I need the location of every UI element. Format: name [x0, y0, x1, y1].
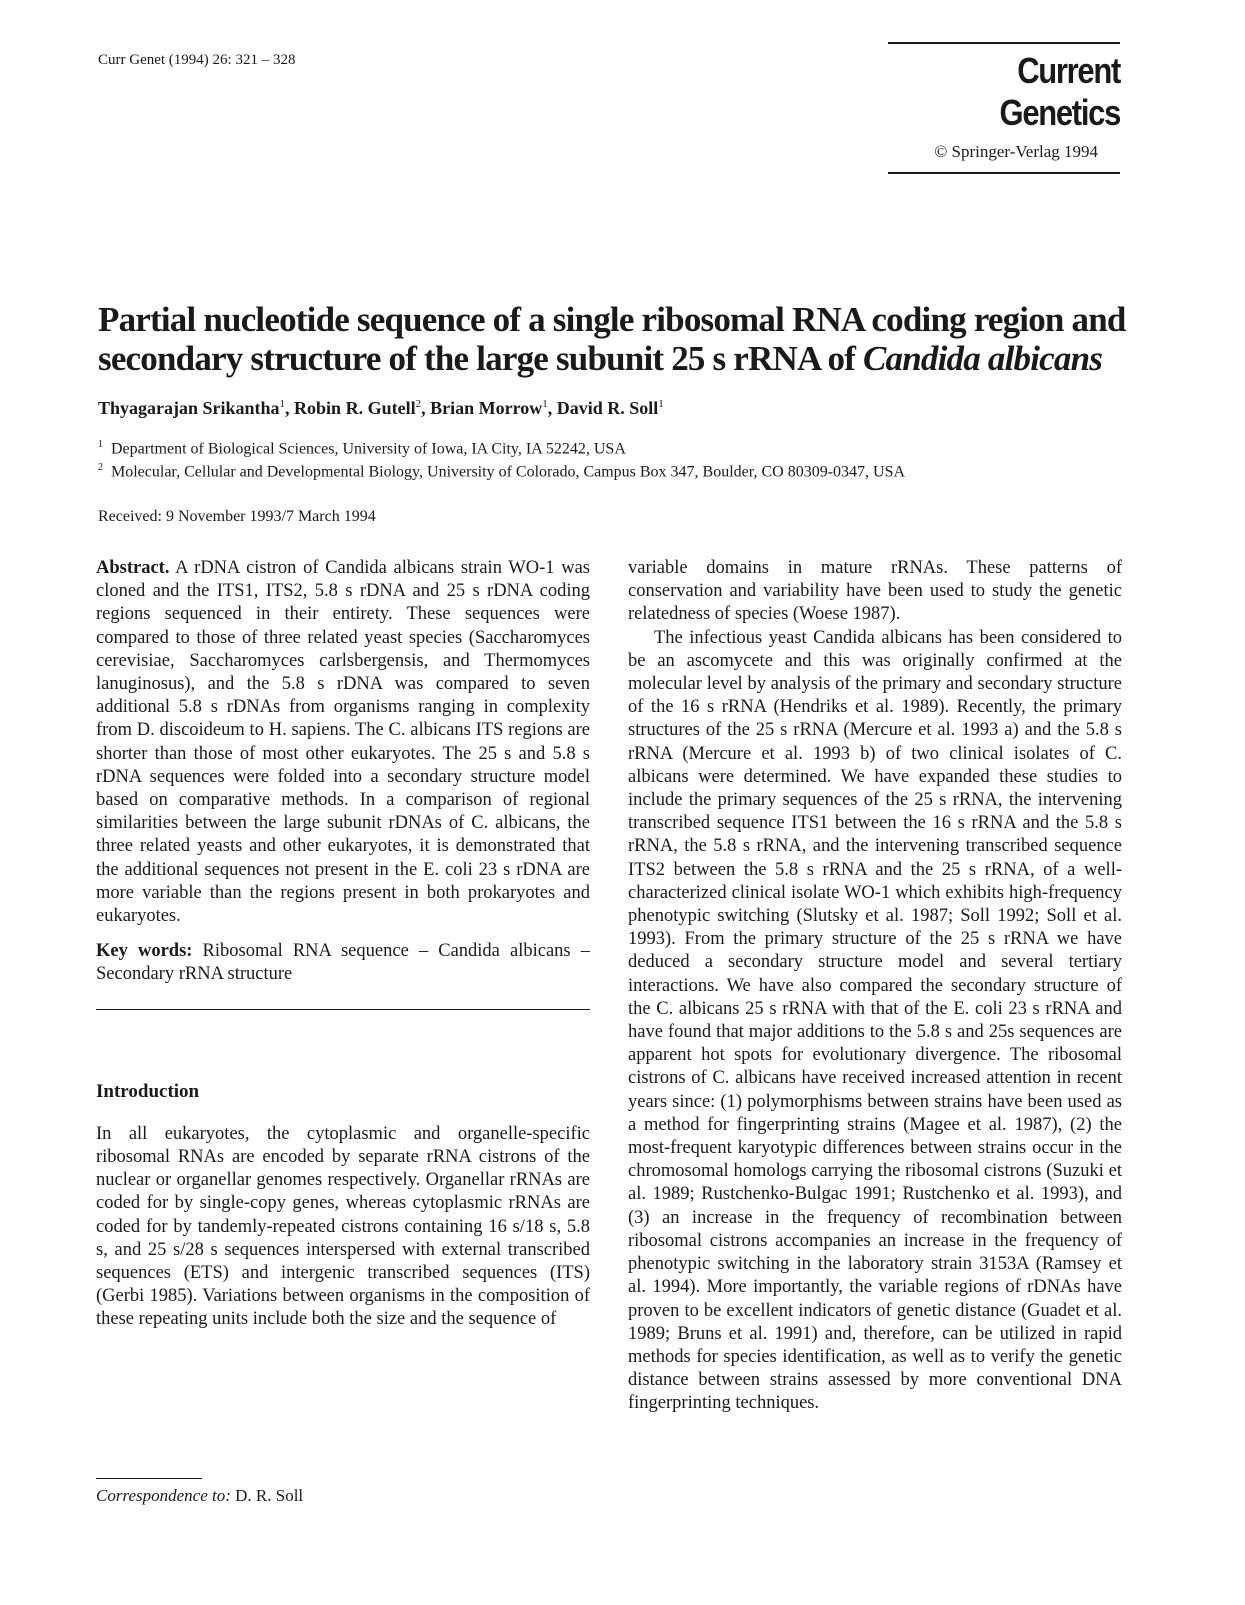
- author-list: Thyagarajan Srikantha$^1$, Robin R. Gutell$^2$, Brian Morrow$^1$, David R. Soll$^1$: [98, 398, 664, 418]
- journal-header: [888, 42, 1120, 174]
- correspondence-label: Correspondence to:: [96, 1486, 231, 1505]
- journal-name: Current Genetics: [999, 50, 1120, 133]
- left-column: [96, 557, 590, 1332]
- copyright-notice: © Springer-Verlag 1994: [934, 142, 1098, 161]
- introduction-paragraph: The infectious yeast Candida albicans has been considered to be an ascomycete and this was originally confirmed at the molecular level by analysis of the primary and secondary structure of the 16 s rRNA (Hendriks et al. 1989). Recently, the primary structures of the 25 s rRNA (Mercure et al. 1993 a) and the 5.8 s rRNA (Mercure et al. 1993 b) of two clinical isolates of C. albicans were determined. We have expanded these studies to include the primary sequences of the 25 s rRNA, the intervening transcribed sequence ITS1 between the 16 s rRNA and the 5.8 s rRNA, the 5.8 s rRNA, and the intervening transcribed sequence ITS2 between the 5.8 s rRNA and the 25 s rRNA, of a well-characterized clinical isolate WO-1 which exhibits high-frequency phenotypic switching (Slutsky et al. 1987; Soll 1992; Soll et al. 1993). From the primary structure of the 25 s rRNA we have deduced a secondary structure model and several tertiary interactions. We have also compared the secondary structure of the C. albicans 25 s rRNA with that of the E. coli 23 s rRNA and have found that major additions to the 5.8 s and 25s sequences are apparent hot spots for evolutionary divergence. The ribosomal cistrons of C. albicans have received increased attention in recent years since: (1) polymorphisms between strains have been used as a method for fingerprinting strains (Magee et al. 1987), (2) the most-frequent karyotypic differences between strains occur in the chromosomal homologs carrying the ribosomal cistrons (Suzuki et al. 1989; Rustchenko-Bulgac 1991; Rustchenko et al. 1993), and (3) an increase in the frequency of recombination between ribosomal cistrons accompanies an increase in the frequency of phenotypic switching in the laboratory strain 3153A (Ramsey et al. 1994). More importantly, the variable regions of rDNAs have proven to be excellent indicators of genetic distance (Guadet et al. 1989; Bruns et al. 1991) and, therefore, can be utilized in rapid methods for species identification, as well as to verify the genetic distance between strains assessed by more conventional DNA fingerprinting techniques.: [628, 627, 1122, 1414]
- author-name: Brian Morrow: [430, 398, 543, 418]
- affiliations: [98, 435, 1128, 482]
- introduction-paragraph: In all eukaryotes, the cytoplasmic and organelle-specific ribosomal RNAs are encoded by separate rRNA cistrons of the nuclear or organellar genomes respectively. Organellar rRNAs are coded for by single-copy genes, whereas cytoplasmic rRNAs are coded for by tandemly-repeated cistrons containing 16 s/18 s, 5.8 s, and 25 s/28 s sequences interspersed with external transcribed sequences (ETS) and intergenic transcribed sequences (ITS) (Gerbi 1985). Variations between organisms in the composition of these repeating units include both the size and the sequence of: [96, 1123, 590, 1330]
- header-rule-top: [888, 42, 1120, 44]
- header-rule-bottom: [888, 172, 1120, 174]
- footnote-rule: [96, 1478, 202, 1479]
- keywords-text: Ribosomal RNA sequence – Candida albicans – Secondary rRNA structure: [96, 941, 590, 985]
- section-heading-introduction: Introduction: [96, 1080, 200, 1102]
- right-column: [628, 557, 1122, 1416]
- author-name: Thyagarajan Srikantha: [98, 398, 280, 418]
- abstract-label: Abstract.: [96, 558, 170, 578]
- abstract: [96, 557, 590, 928]
- title-species: Candida albicans: [863, 339, 1103, 378]
- keywords: [96, 940, 590, 986]
- correspondence-name: D. R. Soll: [230, 1486, 304, 1505]
- author-affiliation-mark: 1: [542, 398, 548, 410]
- author-affiliation-mark: 2: [415, 398, 422, 410]
- affiliation-line: [98, 435, 1128, 458]
- section-divider: [96, 1009, 590, 1010]
- introduction-paragraph-continued: variable domains in mature rRNAs. These patterns of conservation and variability have been used to study the genetic relatedness of species (Woese 1987).: [628, 558, 1122, 625]
- paper-title: [98, 300, 1128, 378]
- journal-citation: Curr Genet (1994) 26: 321 – 328: [98, 52, 296, 68]
- received-date: Received: 9 November 1993/7 March 1994: [98, 507, 376, 525]
- affiliation-text: Molecular, Cellular and Developmental Biology, University of Colorado, Campus Box 347, Boulder, CO 80309-0347, USA: [111, 463, 906, 481]
- affiliation-text: Department of Biological Sciences, University of Iowa, IA City, IA 52242, USA: [111, 440, 626, 458]
- affiliation-number: 1: [98, 439, 103, 450]
- abstract-text: A rDNA cistron of Candida albicans strain WO-1 was cloned and the ITS1, ITS2, 5.8 s rDNA and 25 s rDNA coding regions sequenced in their entirety. These sequences were compared to those of three related yeast species (Saccharomyces cerevisiae, Saccharomyces carlsbergensis, and Thermomyces lanuginosus), and the 5.8 s rDNA was compared to seven additional 5.8 s rDNAs from organisms ranging in complexity from D. discoideum to H. sapiens. The C. albicans ITS regions are shorter than those of most other eukaryotes. The 25 s and 5.8 s rDNA sequences were folded into a secondary structure model based on comparative methods. In a comparison of regional similarities between the large subunit rDNAs of C. albicans, the three related yeasts and other eukaryotes, it is demonstrated that the additional sequences not present in the E. coli 23 s rDNA are more variable than the regions present in both prokaryotes and eukaryotes.: [96, 558, 590, 927]
- author-affiliation-mark: 1: [658, 398, 664, 410]
- keywords-label: Key words:: [96, 941, 193, 962]
- title-main: Partial nucleotide sequence of a single ribosomal RNA coding region and secondary structure of the large subunit 25 s rRNA of: [98, 300, 1126, 378]
- author-affiliation-mark: 1: [279, 398, 286, 410]
- author-name: Robin R. Gutell: [294, 398, 416, 418]
- affiliation-number: 2: [98, 462, 103, 474]
- affiliation-line: [98, 458, 1128, 481]
- correspondence-footnote: [96, 1486, 303, 1506]
- author-name: David R. Soll: [556, 398, 659, 418]
- title-block: [98, 300, 1128, 526]
